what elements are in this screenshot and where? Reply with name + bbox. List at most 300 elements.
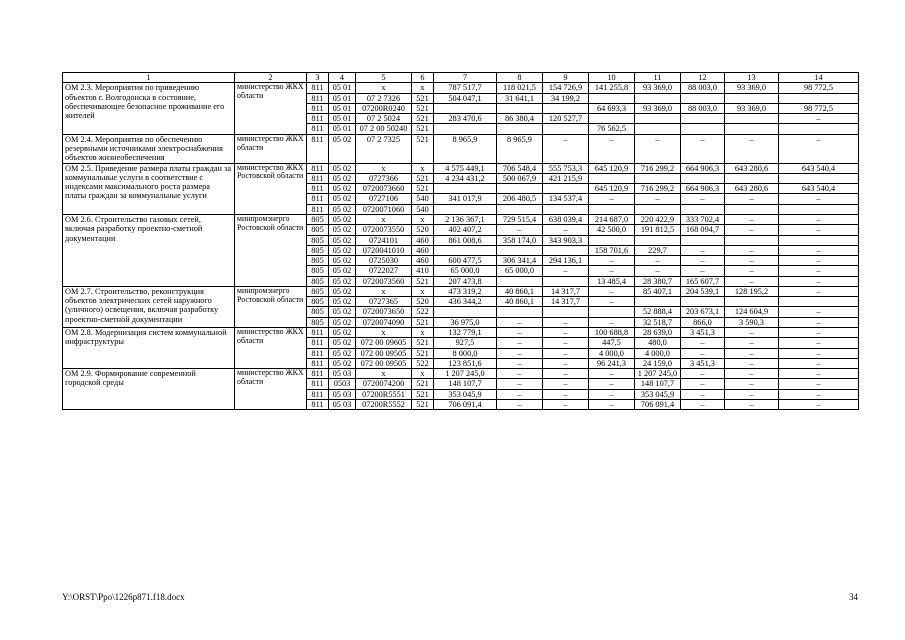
amount-cell: – xyxy=(589,369,635,379)
amount-cell: 214 687,0 xyxy=(589,214,635,224)
amount-cell: 64 693,3 xyxy=(589,103,635,113)
column-header-11: 11 xyxy=(635,73,681,83)
amount-cell: – xyxy=(779,328,859,338)
amount-cell xyxy=(589,93,635,103)
amount-cell: 220 422,9 xyxy=(635,214,681,224)
amount-cell: – xyxy=(589,134,635,163)
amount-cell: – xyxy=(779,379,859,389)
amount-cell: 4 000,0 xyxy=(589,348,635,358)
budget-code-cell: 05 02 xyxy=(329,214,356,224)
amount-cell: 32 518,7 xyxy=(635,317,681,327)
budget-code-cell: 811 xyxy=(307,194,329,204)
amount-cell: 480,0 xyxy=(635,338,681,348)
amount-cell: 8 965,9 xyxy=(434,134,497,163)
amount-cell xyxy=(681,173,725,183)
amount-cell: 204 539,1 xyxy=(681,286,725,296)
table-row xyxy=(63,369,859,379)
amount-cell: 353 045,9 xyxy=(635,389,681,399)
amount-cell: – xyxy=(779,307,859,317)
amount-cell: – xyxy=(589,194,635,204)
amount-cell: 1 207 245,0 xyxy=(635,369,681,379)
column-header-14: 14 xyxy=(779,73,859,83)
amount-cell: 206 480,5 xyxy=(497,194,543,204)
amount-cell: 716 299,2 xyxy=(635,184,681,194)
budget-table xyxy=(62,72,859,410)
amount-cell xyxy=(779,173,859,183)
amount-cell: – xyxy=(725,369,779,379)
amount-cell: – xyxy=(681,369,725,379)
amount-cell xyxy=(725,235,779,245)
budget-code-cell: 05 01 xyxy=(329,124,356,134)
budget-code-cell: 0720071060 xyxy=(356,204,412,214)
amount-cell: – xyxy=(589,389,635,399)
budget-code-cell: 05 02 xyxy=(329,328,356,338)
budget-code-cell: 05 02 xyxy=(329,276,356,286)
amount-cell: 643 540,4 xyxy=(779,163,859,173)
amount-cell: 168 094,7 xyxy=(681,225,725,235)
amount-cell: – xyxy=(543,348,589,358)
amount-cell: 128 195,2 xyxy=(725,286,779,296)
amount-cell xyxy=(725,124,779,134)
amount-cell: 203 673,1 xyxy=(681,307,725,317)
budget-code-cell: 521 xyxy=(412,276,434,286)
budget-code-cell: 05 02 xyxy=(329,204,356,214)
amount-cell: – xyxy=(681,266,725,276)
amount-cell: – xyxy=(779,194,859,204)
budget-code-cell: 07200R5551 xyxy=(356,389,412,399)
budget-code-cell: 05 02 xyxy=(329,245,356,255)
budget-code-cell: 811 xyxy=(307,204,329,214)
amount-cell xyxy=(543,184,589,194)
footer-file-path: Y:\ORST\Ppo\1226p871.f18.docx xyxy=(62,592,185,602)
column-header-7: 7 xyxy=(434,73,497,83)
amount-cell: 148 107,7 xyxy=(434,379,497,389)
budget-code-cell: 540 xyxy=(412,194,434,204)
amount-cell: – xyxy=(725,134,779,163)
amount-cell: 500 067,9 xyxy=(497,173,543,183)
budget-code-cell: 07200R5552 xyxy=(356,400,412,410)
amount-cell: – xyxy=(543,369,589,379)
amount-cell: – xyxy=(779,276,859,286)
amount-cell: – xyxy=(779,358,859,368)
budget-code-cell: 0720074090 xyxy=(356,317,412,327)
budget-code-cell: 540 xyxy=(412,204,434,214)
column-header-2: 2 xyxy=(235,73,307,83)
amount-cell xyxy=(497,103,543,113)
amount-cell: – xyxy=(725,358,779,368)
budget-code-cell: 460 xyxy=(412,245,434,255)
amount-cell: – xyxy=(779,245,859,255)
amount-cell: 65 000,0 xyxy=(434,266,497,276)
budget-code-cell: 07 2 7326 xyxy=(356,93,412,103)
amount-cell: – xyxy=(681,400,725,410)
budget-code-cell: 0724101 xyxy=(356,235,412,245)
amount-cell xyxy=(681,204,725,214)
amount-cell: 96 241,3 xyxy=(589,358,635,368)
amount-cell xyxy=(434,245,497,255)
amount-cell: 664 906,3 xyxy=(681,163,725,173)
amount-cell: 787 517,7 xyxy=(434,83,497,93)
amount-cell: 3 590,3 xyxy=(725,317,779,327)
amount-cell: – xyxy=(779,214,859,224)
budget-code-cell: x xyxy=(356,83,412,93)
budget-code-cell: 05 01 xyxy=(329,103,356,113)
column-header-4: 4 xyxy=(329,73,356,83)
measure-name-cell: ОМ 2.4. Мероприятия по обеспечению резервными источниками электроснабжения объектов жизнеобеспечения xyxy=(63,134,235,163)
amount-cell: 706 091,4 xyxy=(434,400,497,410)
amount-cell: 643 280,6 xyxy=(725,184,779,194)
amount-cell xyxy=(681,124,725,134)
amount-cell: 40 860,1 xyxy=(497,286,543,296)
budget-code-cell: 521 xyxy=(412,93,434,103)
amount-cell: – xyxy=(779,286,859,296)
measure-name-cell: ОМ 2.7. Строительство, реконструкция объектов электрических сетей наружного (уличного) освещения, включая разработку проектно-сметной документации xyxy=(63,286,235,327)
column-header-13: 13 xyxy=(725,73,779,83)
budget-code-cell: 05 03 xyxy=(329,389,356,399)
amount-cell xyxy=(635,93,681,103)
amount-cell: 165 607,7 xyxy=(681,276,725,286)
budget-code-cell: 05 02 xyxy=(329,134,356,163)
budget-code-cell: 0720073560 xyxy=(356,276,412,286)
amount-cell: – xyxy=(589,297,635,307)
amount-cell xyxy=(497,245,543,255)
amount-cell xyxy=(681,235,725,245)
amount-cell: – xyxy=(725,276,779,286)
amount-cell: 8 000,0 xyxy=(434,348,497,358)
amount-cell: 927,5 xyxy=(434,338,497,348)
amount-cell: 132 779,1 xyxy=(434,328,497,338)
page-number: 34 xyxy=(849,592,858,602)
budget-code-cell: 05 02 xyxy=(329,286,356,296)
amount-cell: 333 702,4 xyxy=(681,214,725,224)
amount-cell: 3 451,3 xyxy=(681,358,725,368)
amount-cell: – xyxy=(725,379,779,389)
budget-code-cell: 805 xyxy=(307,297,329,307)
amount-cell: – xyxy=(725,245,779,255)
amount-cell: – xyxy=(543,389,589,399)
responsible-executor-cell: министерство ЖКХ области xyxy=(235,369,307,410)
budget-code-cell: 05 02 xyxy=(329,266,356,276)
amount-cell: – xyxy=(725,400,779,410)
budget-code-cell: 811 xyxy=(307,328,329,338)
amount-cell: – xyxy=(497,225,543,235)
amount-cell: – xyxy=(779,369,859,379)
budget-code-cell: 520 xyxy=(412,297,434,307)
amount-cell: 1 207 245,0 xyxy=(434,369,497,379)
budget-code-cell: x xyxy=(356,163,412,173)
budget-code-cell: 521 xyxy=(412,338,434,348)
budget-code-cell: 05 02 xyxy=(329,338,356,348)
amount-cell xyxy=(589,173,635,183)
budget-code-cell: 811 xyxy=(307,124,329,134)
amount-cell: 645 120,9 xyxy=(589,184,635,194)
amount-cell xyxy=(497,276,543,286)
budget-code-cell: x xyxy=(356,369,412,379)
amount-cell: 353 045,9 xyxy=(434,389,497,399)
amount-cell: 124 604,9 xyxy=(725,307,779,317)
amount-cell xyxy=(589,114,635,124)
budget-code-cell: 521 xyxy=(412,134,434,163)
amount-cell: – xyxy=(681,379,725,389)
amount-cell: 645 120,9 xyxy=(589,163,635,173)
amount-cell: 306 341,4 xyxy=(497,256,543,266)
amount-cell: 34 199,2 xyxy=(543,93,589,103)
amount-cell xyxy=(681,297,725,307)
amount-cell: 716 299,2 xyxy=(635,163,681,173)
amount-cell xyxy=(725,93,779,103)
amount-cell: – xyxy=(779,389,859,399)
amount-cell: 706 091,4 xyxy=(635,400,681,410)
amount-cell xyxy=(725,297,779,307)
amount-cell xyxy=(681,114,725,124)
column-header-6: 6 xyxy=(412,73,434,83)
amount-cell xyxy=(543,204,589,214)
amount-cell xyxy=(681,93,725,103)
measure-name-cell: ОМ 2.8. Модернизация систем коммунальной инфраструктуры xyxy=(63,328,235,369)
amount-cell: 141 255,8 xyxy=(589,83,635,93)
amount-cell: 207 473,8 xyxy=(434,276,497,286)
amount-cell xyxy=(497,184,543,194)
budget-code-cell: 072 00 09505 xyxy=(356,348,412,358)
budget-code-cell: 05 01 xyxy=(329,114,356,124)
budget-code-cell: 0727366 xyxy=(356,173,412,183)
budget-code-cell: 521 xyxy=(412,400,434,410)
amount-cell xyxy=(589,235,635,245)
budget-code-cell: 05 02 xyxy=(329,173,356,183)
budget-code-cell: 522 xyxy=(412,358,434,368)
amount-cell xyxy=(589,307,635,317)
budget-code-cell: 05 03 xyxy=(329,400,356,410)
amount-cell: – xyxy=(497,338,543,348)
amount-cell xyxy=(543,307,589,317)
budget-code-cell: 805 xyxy=(307,307,329,317)
amount-cell: 158 701,6 xyxy=(589,245,635,255)
budget-code-cell: x xyxy=(412,83,434,93)
amount-cell xyxy=(635,114,681,124)
amount-cell: – xyxy=(497,328,543,338)
budget-code-cell: 410 xyxy=(412,266,434,276)
column-header-10: 10 xyxy=(589,73,635,83)
amount-cell: – xyxy=(779,338,859,348)
budget-code-cell: 07 2 7325 xyxy=(356,134,412,163)
amount-cell: – xyxy=(779,225,859,235)
amount-cell: – xyxy=(589,256,635,266)
amount-cell: – xyxy=(543,225,589,235)
amount-cell: – xyxy=(589,400,635,410)
amount-cell: 13 485,4 xyxy=(589,276,635,286)
budget-code-cell: 811 xyxy=(307,134,329,163)
amount-cell: 447,5 xyxy=(589,338,635,348)
amount-cell xyxy=(497,307,543,317)
amount-cell: 866,0 xyxy=(681,317,725,327)
budget-code-cell: 07 2 5024 xyxy=(356,114,412,124)
budget-code-cell: x xyxy=(356,286,412,296)
amount-cell: – xyxy=(635,266,681,276)
budget-code-cell: 805 xyxy=(307,256,329,266)
amount-cell: – xyxy=(635,256,681,266)
amount-cell: 504 047,1 xyxy=(434,93,497,103)
budget-code-cell: 811 xyxy=(307,93,329,103)
amount-cell: – xyxy=(635,194,681,204)
amount-cell xyxy=(589,204,635,214)
budget-code-cell: 811 xyxy=(307,338,329,348)
amount-cell xyxy=(779,124,859,134)
budget-code-cell: x xyxy=(412,369,434,379)
budget-code-cell: x xyxy=(356,328,412,338)
amount-cell: 31 641,1 xyxy=(497,93,543,103)
amount-cell: – xyxy=(497,400,543,410)
amount-cell: 283 470,6 xyxy=(434,114,497,124)
table-row xyxy=(63,328,859,338)
amount-cell: – xyxy=(725,194,779,204)
amount-cell: 86 380,4 xyxy=(497,114,543,124)
budget-code-cell: 0503 xyxy=(329,379,356,389)
amount-cell: – xyxy=(589,266,635,276)
amount-cell: – xyxy=(543,328,589,338)
table-header-row xyxy=(63,73,859,83)
budget-code-cell: 811 xyxy=(307,184,329,194)
budget-code-cell: x xyxy=(412,214,434,224)
amount-cell xyxy=(497,124,543,134)
amount-cell: 4 234 431,2 xyxy=(434,173,497,183)
budget-code-cell: 05 02 xyxy=(329,297,356,307)
amount-cell: 52 888,4 xyxy=(635,307,681,317)
amount-cell: 8 965,9 xyxy=(497,134,543,163)
budget-code-cell: 521 xyxy=(412,103,434,113)
budget-code-cell: 0722027 xyxy=(356,266,412,276)
budget-code-cell: 811 xyxy=(307,379,329,389)
budget-code-cell: 072 00 09505 xyxy=(356,358,412,368)
amount-cell: 120 527,7 xyxy=(543,114,589,124)
budget-code-cell: 522 xyxy=(412,307,434,317)
amount-cell: – xyxy=(681,389,725,399)
responsible-executor-cell: минпромэнерго Ростовской области xyxy=(235,286,307,327)
amount-cell: 93 369,0 xyxy=(725,103,779,113)
table-row xyxy=(63,134,859,163)
amount-cell: 36 975,0 xyxy=(434,317,497,327)
amount-cell: 643 540,4 xyxy=(779,184,859,194)
amount-cell: 98 772,5 xyxy=(779,103,859,113)
amount-cell: – xyxy=(543,134,589,163)
amount-cell: 14 317,7 xyxy=(543,297,589,307)
amount-cell: – xyxy=(543,400,589,410)
budget-code-cell: 05 02 xyxy=(329,256,356,266)
budget-code-cell: 07 2 00 50240 xyxy=(356,124,412,134)
amount-cell: – xyxy=(779,348,859,358)
budget-code-cell: 805 xyxy=(307,214,329,224)
budget-code-cell: 805 xyxy=(307,225,329,235)
amount-cell xyxy=(725,173,779,183)
amount-cell: – xyxy=(779,134,859,163)
amount-cell: 28 639,0 xyxy=(635,328,681,338)
budget-code-cell: 805 xyxy=(307,245,329,255)
budget-code-cell: 05 02 xyxy=(329,235,356,245)
budget-code-cell: 521 xyxy=(412,379,434,389)
budget-code-cell: 05 03 xyxy=(329,369,356,379)
budget-code-cell: 05 02 xyxy=(329,194,356,204)
amount-cell: – xyxy=(635,134,681,163)
budget-code-cell: 05 02 xyxy=(329,307,356,317)
budget-code-cell: 805 xyxy=(307,235,329,245)
amount-cell: 402 407,2 xyxy=(434,225,497,235)
amount-cell xyxy=(543,103,589,113)
responsible-executor-cell: министерство ЖКХ Ростовской области xyxy=(235,163,307,214)
amount-cell: 643 280,6 xyxy=(725,163,779,173)
budget-code-cell: 460 xyxy=(412,235,434,245)
table-row xyxy=(63,286,859,296)
budget-code-cell: x xyxy=(412,163,434,173)
amount-cell: – xyxy=(725,256,779,266)
amount-cell: – xyxy=(497,358,543,368)
measure-name-cell: ОМ 2.6. Строительство газовых сетей, включая разработку проектно-сметной документации xyxy=(63,214,235,286)
budget-code-cell: 521 xyxy=(412,114,434,124)
budget-code-cell: 05 02 xyxy=(329,184,356,194)
amount-cell: – xyxy=(725,214,779,224)
amount-cell: 28 380,7 xyxy=(635,276,681,286)
budget-code-cell: 460 xyxy=(412,256,434,266)
amount-cell: – xyxy=(589,317,635,327)
amount-cell: – xyxy=(779,256,859,266)
budget-code-cell: 05 02 xyxy=(329,358,356,368)
amount-cell: 343 903,3 xyxy=(543,235,589,245)
measure-name-cell: ОМ 2.5. Приведение размера платы граждан за коммунальные услуги в соответствие с индексами максимального роста размера платы граждан за коммунальные услуги xyxy=(63,163,235,214)
budget-code-cell: 0727365 xyxy=(356,297,412,307)
amount-cell: – xyxy=(779,266,859,276)
responsible-executor-cell: министерство ЖКХ области xyxy=(235,134,307,163)
budget-code-cell: 811 xyxy=(307,389,329,399)
amount-cell xyxy=(725,114,779,124)
budget-code-cell: 0720073660 xyxy=(356,184,412,194)
amount-cell: – xyxy=(497,348,543,358)
budget-code-cell: 520 xyxy=(412,225,434,235)
amount-cell: 65 000,0 xyxy=(497,266,543,276)
amount-cell: – xyxy=(589,379,635,389)
amount-cell: 473 319,2 xyxy=(434,286,497,296)
amount-cell: 638 039,4 xyxy=(543,214,589,224)
table-row xyxy=(63,163,859,173)
amount-cell: – xyxy=(497,369,543,379)
amount-cell xyxy=(635,124,681,134)
budget-code-cell: 811 xyxy=(307,348,329,358)
amount-cell: – xyxy=(779,400,859,410)
amount-cell: 85 407,1 xyxy=(635,286,681,296)
amount-cell xyxy=(434,307,497,317)
amount-cell: – xyxy=(589,286,635,296)
budget-code-cell: 805 xyxy=(307,276,329,286)
budget-code-cell: 811 xyxy=(307,369,329,379)
amount-cell: 24 159,0 xyxy=(635,358,681,368)
amount-cell: 88 003,0 xyxy=(681,83,725,93)
amount-cell: 600 477,5 xyxy=(434,256,497,266)
amount-cell: 421 215,9 xyxy=(543,173,589,183)
amount-cell: 861 008,6 xyxy=(434,235,497,245)
column-header-9: 9 xyxy=(543,73,589,83)
amount-cell: 123 851,6 xyxy=(434,358,497,368)
amount-cell xyxy=(543,276,589,286)
amount-cell: – xyxy=(543,266,589,276)
amount-cell: 191 812,5 xyxy=(635,225,681,235)
budget-code-cell: 0720074200 xyxy=(356,379,412,389)
amount-cell: – xyxy=(725,389,779,399)
amount-cell: 14 317,7 xyxy=(543,286,589,296)
budget-code-cell: 811 xyxy=(307,163,329,173)
amount-cell: – xyxy=(681,256,725,266)
budget-code-cell: 07200R0240 xyxy=(356,103,412,113)
amount-cell: – xyxy=(543,317,589,327)
amount-cell: 76 562,5 xyxy=(589,124,635,134)
budget-code-cell: 0725030 xyxy=(356,256,412,266)
amount-cell xyxy=(543,245,589,255)
